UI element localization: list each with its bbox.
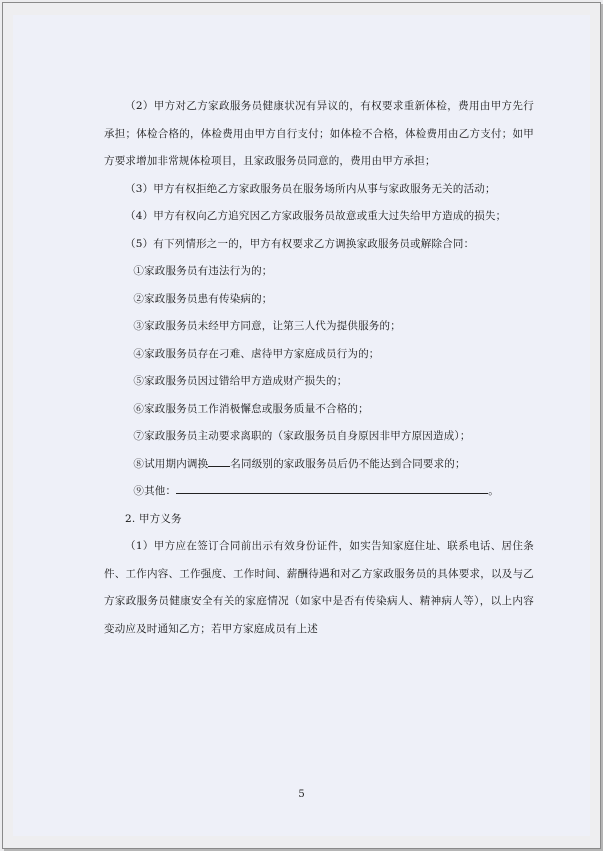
- paragraph-5-replacement-conditions: （5）有下列情形之一的，甲方有权要求乙方调换家政服务员或解除合同：: [125, 237, 475, 250]
- document-frame: [2, 2, 601, 849]
- item-9-blank-field: [176, 484, 488, 494]
- list-item: ①家政服务员有违法行为的；: [133, 265, 273, 277]
- document-page: [13, 15, 590, 836]
- item-9-end: 。: [488, 485, 499, 497]
- list-item: ⑥家政服务员工作消极懈怠或服务质量不合格的；: [133, 402, 369, 415]
- item-8-text-after: 名同级别的家政服务员后仍不能达到合同要求的；: [230, 457, 466, 470]
- paragraph-2-health-dispute: （2）甲方对乙方家政服务员健康状况有异议的，有权要求重新体检，费用由甲方先行承担；体检合格的，体检费用由甲方自行支付；如体检不合格，体检费用由乙方支付；如甲方要求增加非常规体检项目，且家政服务员同意的，费用由甲方承担；: [104, 100, 534, 167]
- list-item-9: [104, 478, 534, 506]
- list-item: ⑤家政服务员因过错给甲方造成财产损失的；: [133, 375, 348, 387]
- list-item-8: [104, 451, 534, 479]
- paragraph-3-refuse-activities: （3）甲方有权拒绝乙方家政服务员在服务场所内从事与家政服务无关的活动；: [125, 182, 496, 195]
- list-item: ③家政服务员未经甲方同意，让第三人代为提供服务的；: [133, 320, 401, 332]
- page-content: [104, 93, 534, 643]
- item-8-blank-field: [208, 456, 230, 466]
- paragraph-4-losses: （4）甲方有权向乙方追究因乙方家政服务员故意或重大过失给甲方造成的损失；: [125, 210, 507, 222]
- list-item: ⑦家政服务员主动要求离职的（家政服务员自身原因非甲方原因造成）；: [133, 430, 471, 442]
- paragraph-obligation-1: （1）甲方应在签订合同前出示有效身份证件，如实告知家庭住址、联系电话、居住条件、工作内容、工作强度、工作时间、薪酬待遇和对乙方家政服务员的具体要求，以及与乙方家政服务员健康安全有关的家庭情况（如家中是否有传染病人、精神病人等），以上内容变动应及时通知乙方；若甲方家庭成员有上述: [104, 540, 534, 635]
- item-8-text-before: ⑧试用期内调换: [133, 457, 209, 470]
- list-item: ④家政服务员存在刁难、虐待甲方家庭成员行为的；: [133, 347, 380, 360]
- list-item: ②家政服务员患有传染病的；: [133, 292, 273, 305]
- section-heading-party-a-obligations: 2. 甲方义务: [125, 512, 182, 525]
- item-9-label: ⑨其他：: [133, 485, 177, 497]
- page-number: 5: [298, 789, 305, 800]
